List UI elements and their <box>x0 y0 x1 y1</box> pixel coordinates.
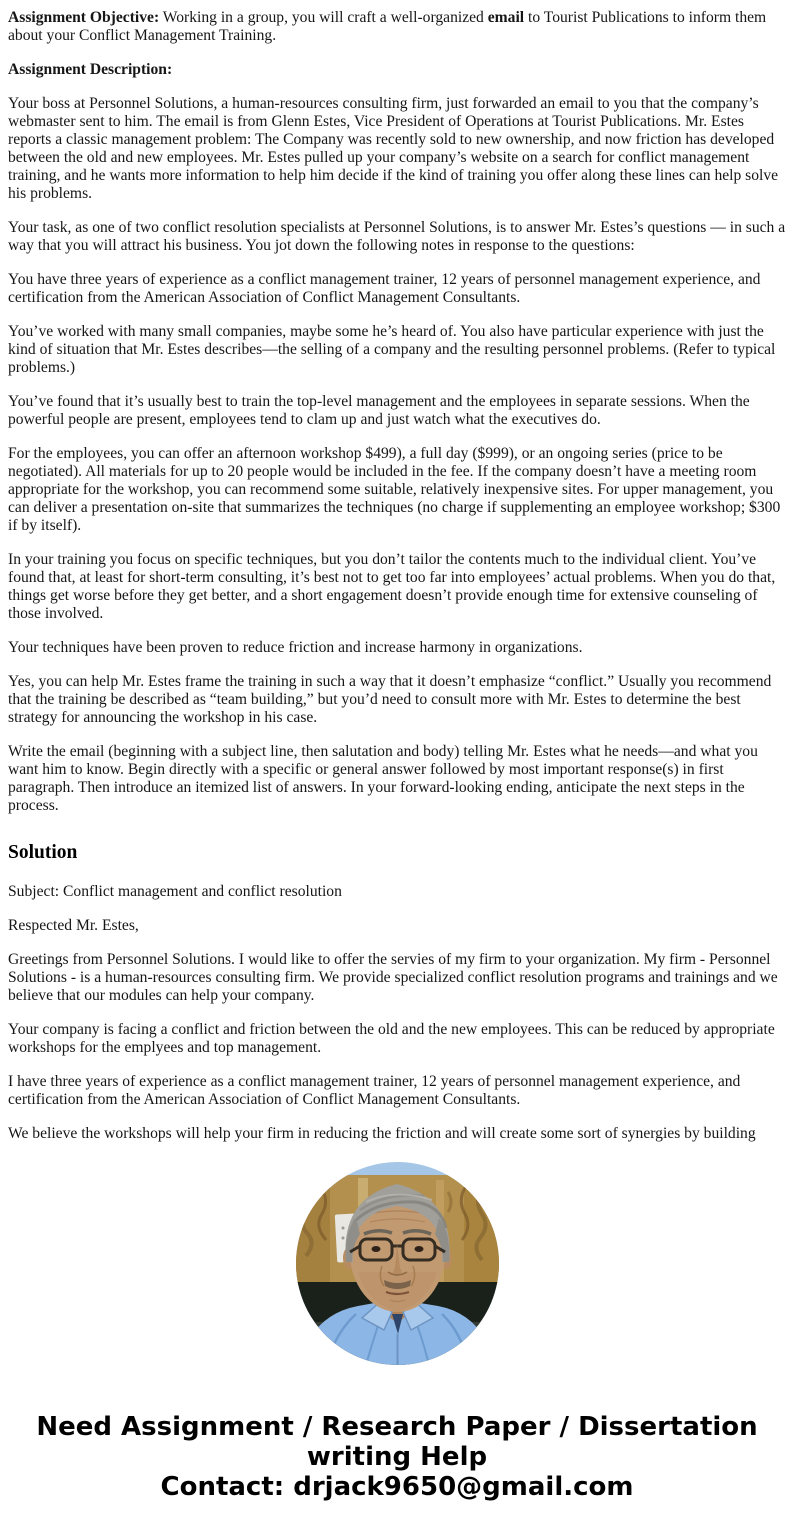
paragraph: Your boss at Personnel Solutions, a human-resources consulting firm, just forwarded an email to you that the company’s webmaster sent to him. The email is from Glenn Estes, Vice President of Operations at Tourist Publications. Mr. Estes reports a classic management problem: The Company was recently sold to new ownership, and now friction has developed between the old and new employees. Mr. Estes pulled up your company’s website on a search for conflict management training, and he wants more information to help him decide if the kind of training you offer along these lines can help solve his problems. <box>8 95 779 202</box>
paragraph: You have three years of experience as a conflict management trainer, 12 years of personnel management experience, and certification from the American Association of Conflict Management Consultants. <box>8 271 761 306</box>
footer-banner <box>0 1412 794 1502</box>
footer-contact-email: Contact: drjack9650@gmail.com <box>160 1472 634 1502</box>
solution-paragraph: Your company is facing a conflict and friction between the old and the new employees. This can be reduced by appropriate workshops for the emplyees and top management. <box>8 1021 775 1056</box>
paragraph: For the employees, you can offer an afternoon workshop $499), a full day ($999), or an ongoing series (price to be negotiated). All materials for up to 20 people would be included in the fee. If the company doesn’t have a meeting room appropriate for the workshop, you can recommend some suitable, relatively inexpensive sites. For upper management, you can deliver a presentation on-site that summarizes the techniques (no charge if supplementing an employee workshop; $300 if by itself). <box>8 445 781 534</box>
footer-help-text: Need Assignment / Research Paper / Dissertation writing Help <box>36 1412 758 1472</box>
solution-salutation: Respected Mr. Estes, <box>8 917 139 934</box>
solution-paragraph-truncated: We believe the workshops will help your firm in reducing the friction and will create some sort of synergies by building <box>8 1125 756 1142</box>
paragraph: Your task, as one of two conflict resolution specialists at Personnel Solutions, is to answer Mr. Estes’s questions — in such a way that you will attract his business. You jot down the following notes in response to the questions: <box>8 219 786 254</box>
solution-paragraph: Greetings from Personnel Solutions. I would like to offer the servies of my firm to your organization. My firm - Personnel Solutions - is a human-resources consulting firm. We provide specialized conflict resolution programs and trainings and we believe that our modules can help your company. <box>8 951 778 1004</box>
objective-text-2: to Tourist Publications to inform them about your Conflict Management Training. <box>8 9 767 44</box>
paragraph: You’ve found that it’s usually best to train the top-level management and the employees in separate sessions. When the powerful people are present, employees tend to clam up and just watch what the executives do. <box>8 393 750 428</box>
paragraph: Write the email (beginning with a subject line, then salutation and body) telling Mr. Estes what he needs—and what you want him to know. Begin directly with a specific or general answer followed by most important response(s) in first paragraph. Then introduce an itemized list of answers. In your forward-looking ending, anticipate the next steps in the process. <box>8 743 758 814</box>
objective-paragraph <box>8 9 786 45</box>
paragraph: Your techniques have been proven to reduce friction and increase harmony in organizations. <box>8 639 583 656</box>
paragraph: Yes, you can help Mr. Estes frame the training in such a way that it doesn’t emphasize “conflict.” Usually you recommend that the training be described as “team building,” but you’d need to consult more with Mr. Estes to determine the best strategy for announcing the workshop in his case. <box>8 673 772 726</box>
paragraph: In your training you focus on specific techniques, but you don’t tailor the contents much to the individual client. You’ve found that, at least for short-term consulting, it’s best not to get too far into employees’ actual problems. When you do that, things get worse before they get better, and a short engagement doesn’t provide enough time for extensive counseling of those involved. <box>8 551 776 622</box>
description-heading: Assignment Description: <box>8 61 173 78</box>
paragraph: You’ve worked with many small companies, maybe some he’s heard of. You also have particular experience with just the kind of situation that Mr. Estes describes—the selling of a company and the resulting personnel problems. (Refer to typical problems.) <box>8 323 776 376</box>
document-page <box>0 9 794 1532</box>
consultant-portrait-photo <box>296 1162 499 1365</box>
solution-heading: Solution <box>8 842 78 863</box>
objective-text-1: Working in a group, you will craft a well-organized <box>159 9 488 26</box>
objective-label: Assignment Objective: <box>8 9 160 26</box>
assignment-content <box>0 9 794 1142</box>
solution-paragraph: I have three years of experience as a conflict management trainer, 12 years of personnel management experience, and certification from the American Association of Conflict Management Consultants. <box>8 1073 741 1108</box>
photo-row <box>0 1162 794 1365</box>
solution-subject-line: Subject: Conflict management and conflict resolution <box>8 883 342 900</box>
objective-email-word: email <box>487 9 525 26</box>
